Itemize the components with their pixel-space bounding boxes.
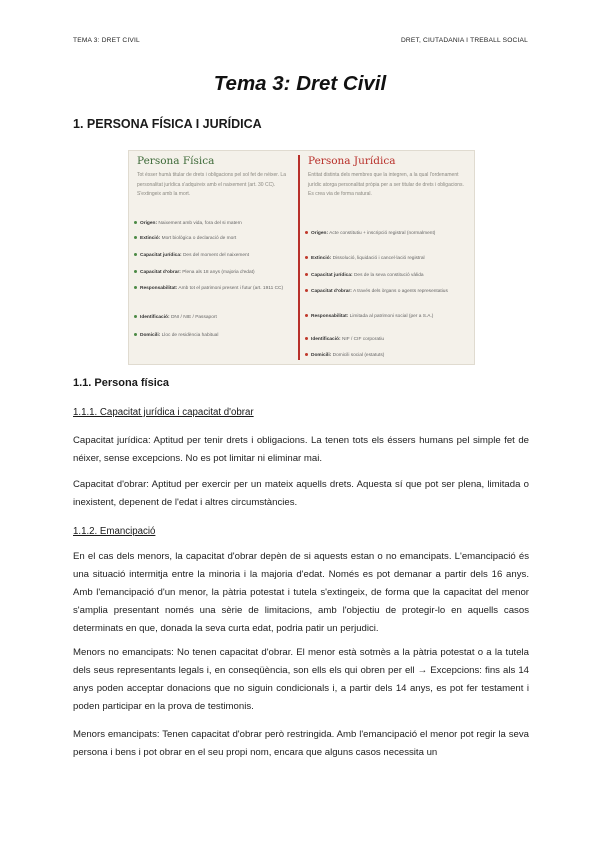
bullet-icon [305,337,308,340]
bullet-icon [305,256,308,259]
bullet-icon [134,270,137,273]
bullet-icon [305,273,308,276]
section-heading-1-1: 1.1. Persona física [73,377,169,389]
list-item: Responsabilitat: Limitada al patrimoni social (per a S.A.) [305,313,465,321]
bullet-icon [134,221,137,224]
persona-fisica-panel [129,151,297,364]
list-item: Responsabilitat: Amb tot el patrimoni present i futur (art. 1911 CC) [134,285,284,293]
section-heading-1: 1. PERSONA FÍSICA I JURÍDICA [73,117,262,131]
bullet-icon [134,236,137,239]
paragraph-capacitat-obrar: Capacitat d'obrar: Aptitud per exercir per un mateix aquells drets. Aquesta sí que pot ser plena, limitada o inexistent, depenent de l'edat i altres circumstàncies. [73,479,529,508]
list-item: Identificació: DNI / NIE / Passaport [134,314,217,322]
bullet-icon [305,353,308,356]
persona-juridica-description: Entitat distinta dels membres que la integren, a la qual l'ordenament jurídic atorga personalitat pròpia per a ser titular de drets i obligacions. Es crea via de forma natural. [308,172,464,197]
list-item: Domicili: Lloc de residència habitual [134,332,218,340]
bullet-icon [305,231,308,234]
list-item: Domicili: Domicili social (estatuts) [305,352,384,360]
persona-fisica-description: Tot ésser humà titular de drets i obligacions pel sol fet de néixer. La personalitat jurídica s'adquireix amb el naixement (art. 30 CC). S'extingeix amb la mort. [137,172,286,197]
paragraph-capacitat-juridica: Capacitat jurídica: Aptitud per tenir drets i obligacions. La tenen tots els éssers humans pel simple fet de néixer, sense excepcions. No es pot limitar ni eliminar mai. [73,435,529,464]
list-item: Capacitat jurídica: Des de la seva constitució vàlida [305,272,424,280]
list-item: Extinció: Mort biològica o declaració de mort [134,235,236,243]
comparison-figure [128,150,475,365]
list-item: Origen: Acte constitutiu + inscripció registral (normalment) [305,230,455,238]
section-heading-1-1-2: 1.1.2. Emancipació [73,526,156,537]
header-left: TEMA 3: DRET CIVIL [73,37,140,44]
list-item: Extinció: Dissolució, liquidació i cancel·lació registral [305,255,425,263]
bullet-icon [134,286,137,289]
paragraph-menors-no-emancipats: Menors no emancipats: No tenen capacitat d'obrar. El menor està sotmès a la pàtria potestat o a la tutela dels seus representants legals i, en conseqüència, son ells els qui obren per ell → Excepcions: fins als 14 anys poden acceptar donacions que no siguin condicionals i, a partir dels 14 anys, es pot fer testament i poden participar en la prova de testimonis. [73,647,529,712]
header-right: DRET, CIUTADANIA I TREBALL SOCIAL [400,37,528,44]
list-item: Capacitat d'obrar: Plena als 18 anys (majoria d'edat) [134,269,255,277]
bullet-icon [134,333,137,336]
list-item: Identificació: NIF / CIF corporatiu [305,336,384,344]
persona-juridica-panel [300,151,474,364]
list-item: Capacitat jurídica: Des del moment del naixement [134,252,249,260]
paragraph-emancipacio: En el cas dels menors, la capacitat d'obrar depèn de si aquests estan o no emancipats. L'emancipació és una situació intermitja entre la minoria i la majoria d'edat. Només es pot demanar a partir dels 16 anys. Amb l'emancipació d'un menor, la pàtria potestat i tutela s'extingeix, de forma que la capacitat del menor s'amplia presentant només una sèrie de limitacions, amb l'objectiu de protegir-lo en aquells casos determinats en que, donada la seva curta edat, podria patir un perjudici. [73,551,529,634]
page-title: Tema 3: Dret Civil [213,72,387,95]
bullet-icon [305,314,308,317]
bullet-icon [134,253,137,256]
bullet-icon [134,315,137,318]
persona-fisica-title: Persona Física [137,155,215,167]
section-heading-1-1-1: 1.1.1. Capacitat jurídica i capacitat d'obrar [73,407,254,418]
bullet-icon [305,289,308,292]
list-item: Origen: Naixement amb vida, fora del si matern [134,220,242,228]
persona-juridica-title: Persona Jurídica [308,155,396,167]
list-item: Capacitat d'obrar: A través dels òrgans o agents representatius [305,288,455,296]
paragraph-menors-emancipats: Menors emancipats: Tenen capacitat d'obrar però restringida. Amb l'emancipació el menor pot regir la seva persona i bens i pot obrar en el seu propi nom, encara que alguns casos necessita un [73,729,529,758]
